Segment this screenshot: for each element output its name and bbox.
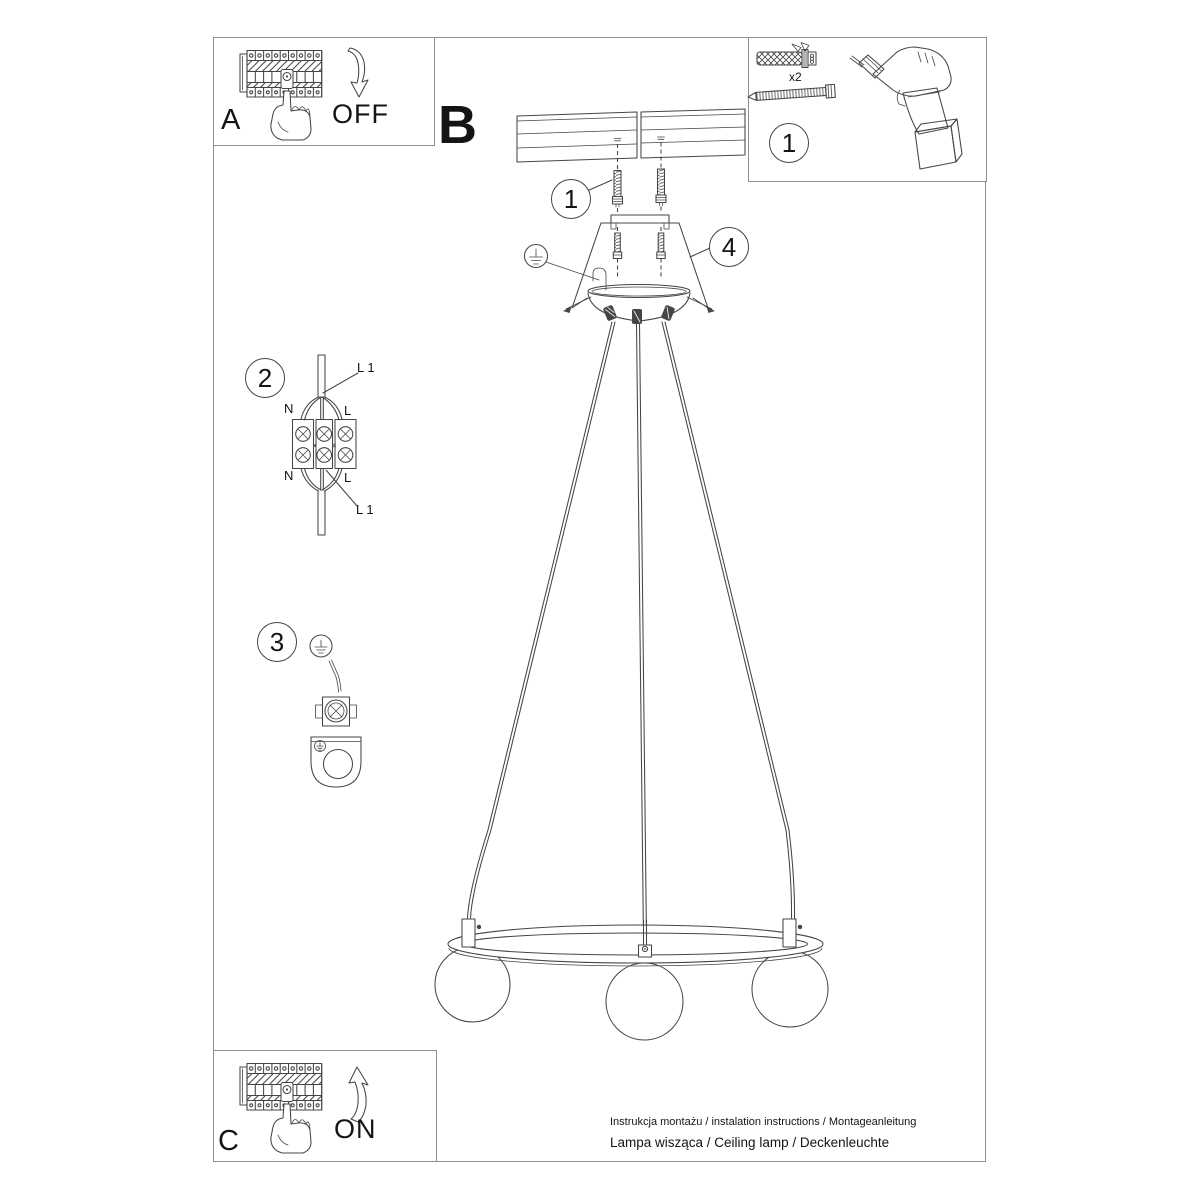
footer-title-line: Instrukcja montażu / instalation instructions / Montageanleitung — [610, 1116, 917, 1128]
ring-and-globes — [435, 919, 828, 1040]
step-b-letter: B — [438, 95, 477, 155]
footer-product-line: Lampa wisząca / Ceiling lamp / Deckenleuchte — [610, 1135, 890, 1150]
canopy-bracket-illustration — [525, 215, 716, 324]
globe-left — [435, 947, 510, 1022]
mounting-screws-illustration — [613, 137, 667, 215]
wire-label-neutral-bottom: N — [284, 468, 294, 483]
wire-label-live-bottom: L 1 — [356, 502, 374, 517]
bracket-body — [311, 737, 361, 787]
ground-symbol-icon — [310, 635, 332, 657]
wire-label-line-top: L — [344, 403, 352, 418]
step-c-action-on: ON — [334, 1114, 377, 1144]
cable-glands — [603, 305, 676, 324]
callout-4-canopy: 4 — [709, 227, 749, 267]
suspension-cables — [468, 322, 795, 940]
step-c-letter: C — [218, 1125, 239, 1157]
globe-right — [752, 951, 828, 1027]
earth-clamp-illustration — [310, 635, 361, 787]
wire-label-line-bottom: L — [344, 470, 352, 485]
callout-2-wiring: 2 — [245, 358, 285, 398]
callout-leader-lines — [587, 180, 710, 257]
plug-quantity-label: x2 — [789, 70, 802, 84]
callout-1-screws: 1 — [551, 179, 591, 219]
callout-3-ground: 3 — [257, 622, 297, 662]
wire-label-live-top: L 1 — [357, 360, 375, 375]
arrow-down-icon — [348, 48, 368, 97]
drill-icon — [850, 47, 962, 169]
ceiling-illustration — [517, 109, 745, 162]
step-a-action-off: OFF — [332, 99, 389, 129]
wall-plug-icon — [757, 43, 816, 68]
wire-label-neutral-top: N — [284, 401, 294, 416]
ring-inner — [464, 933, 808, 955]
terminal-block-illustration — [293, 355, 359, 535]
screw-icon — [748, 84, 836, 103]
step-a-letter: A — [221, 104, 241, 136]
clamp-screw — [316, 697, 357, 726]
callout-1-tools: 1 — [769, 123, 809, 163]
globe-center — [606, 963, 683, 1040]
